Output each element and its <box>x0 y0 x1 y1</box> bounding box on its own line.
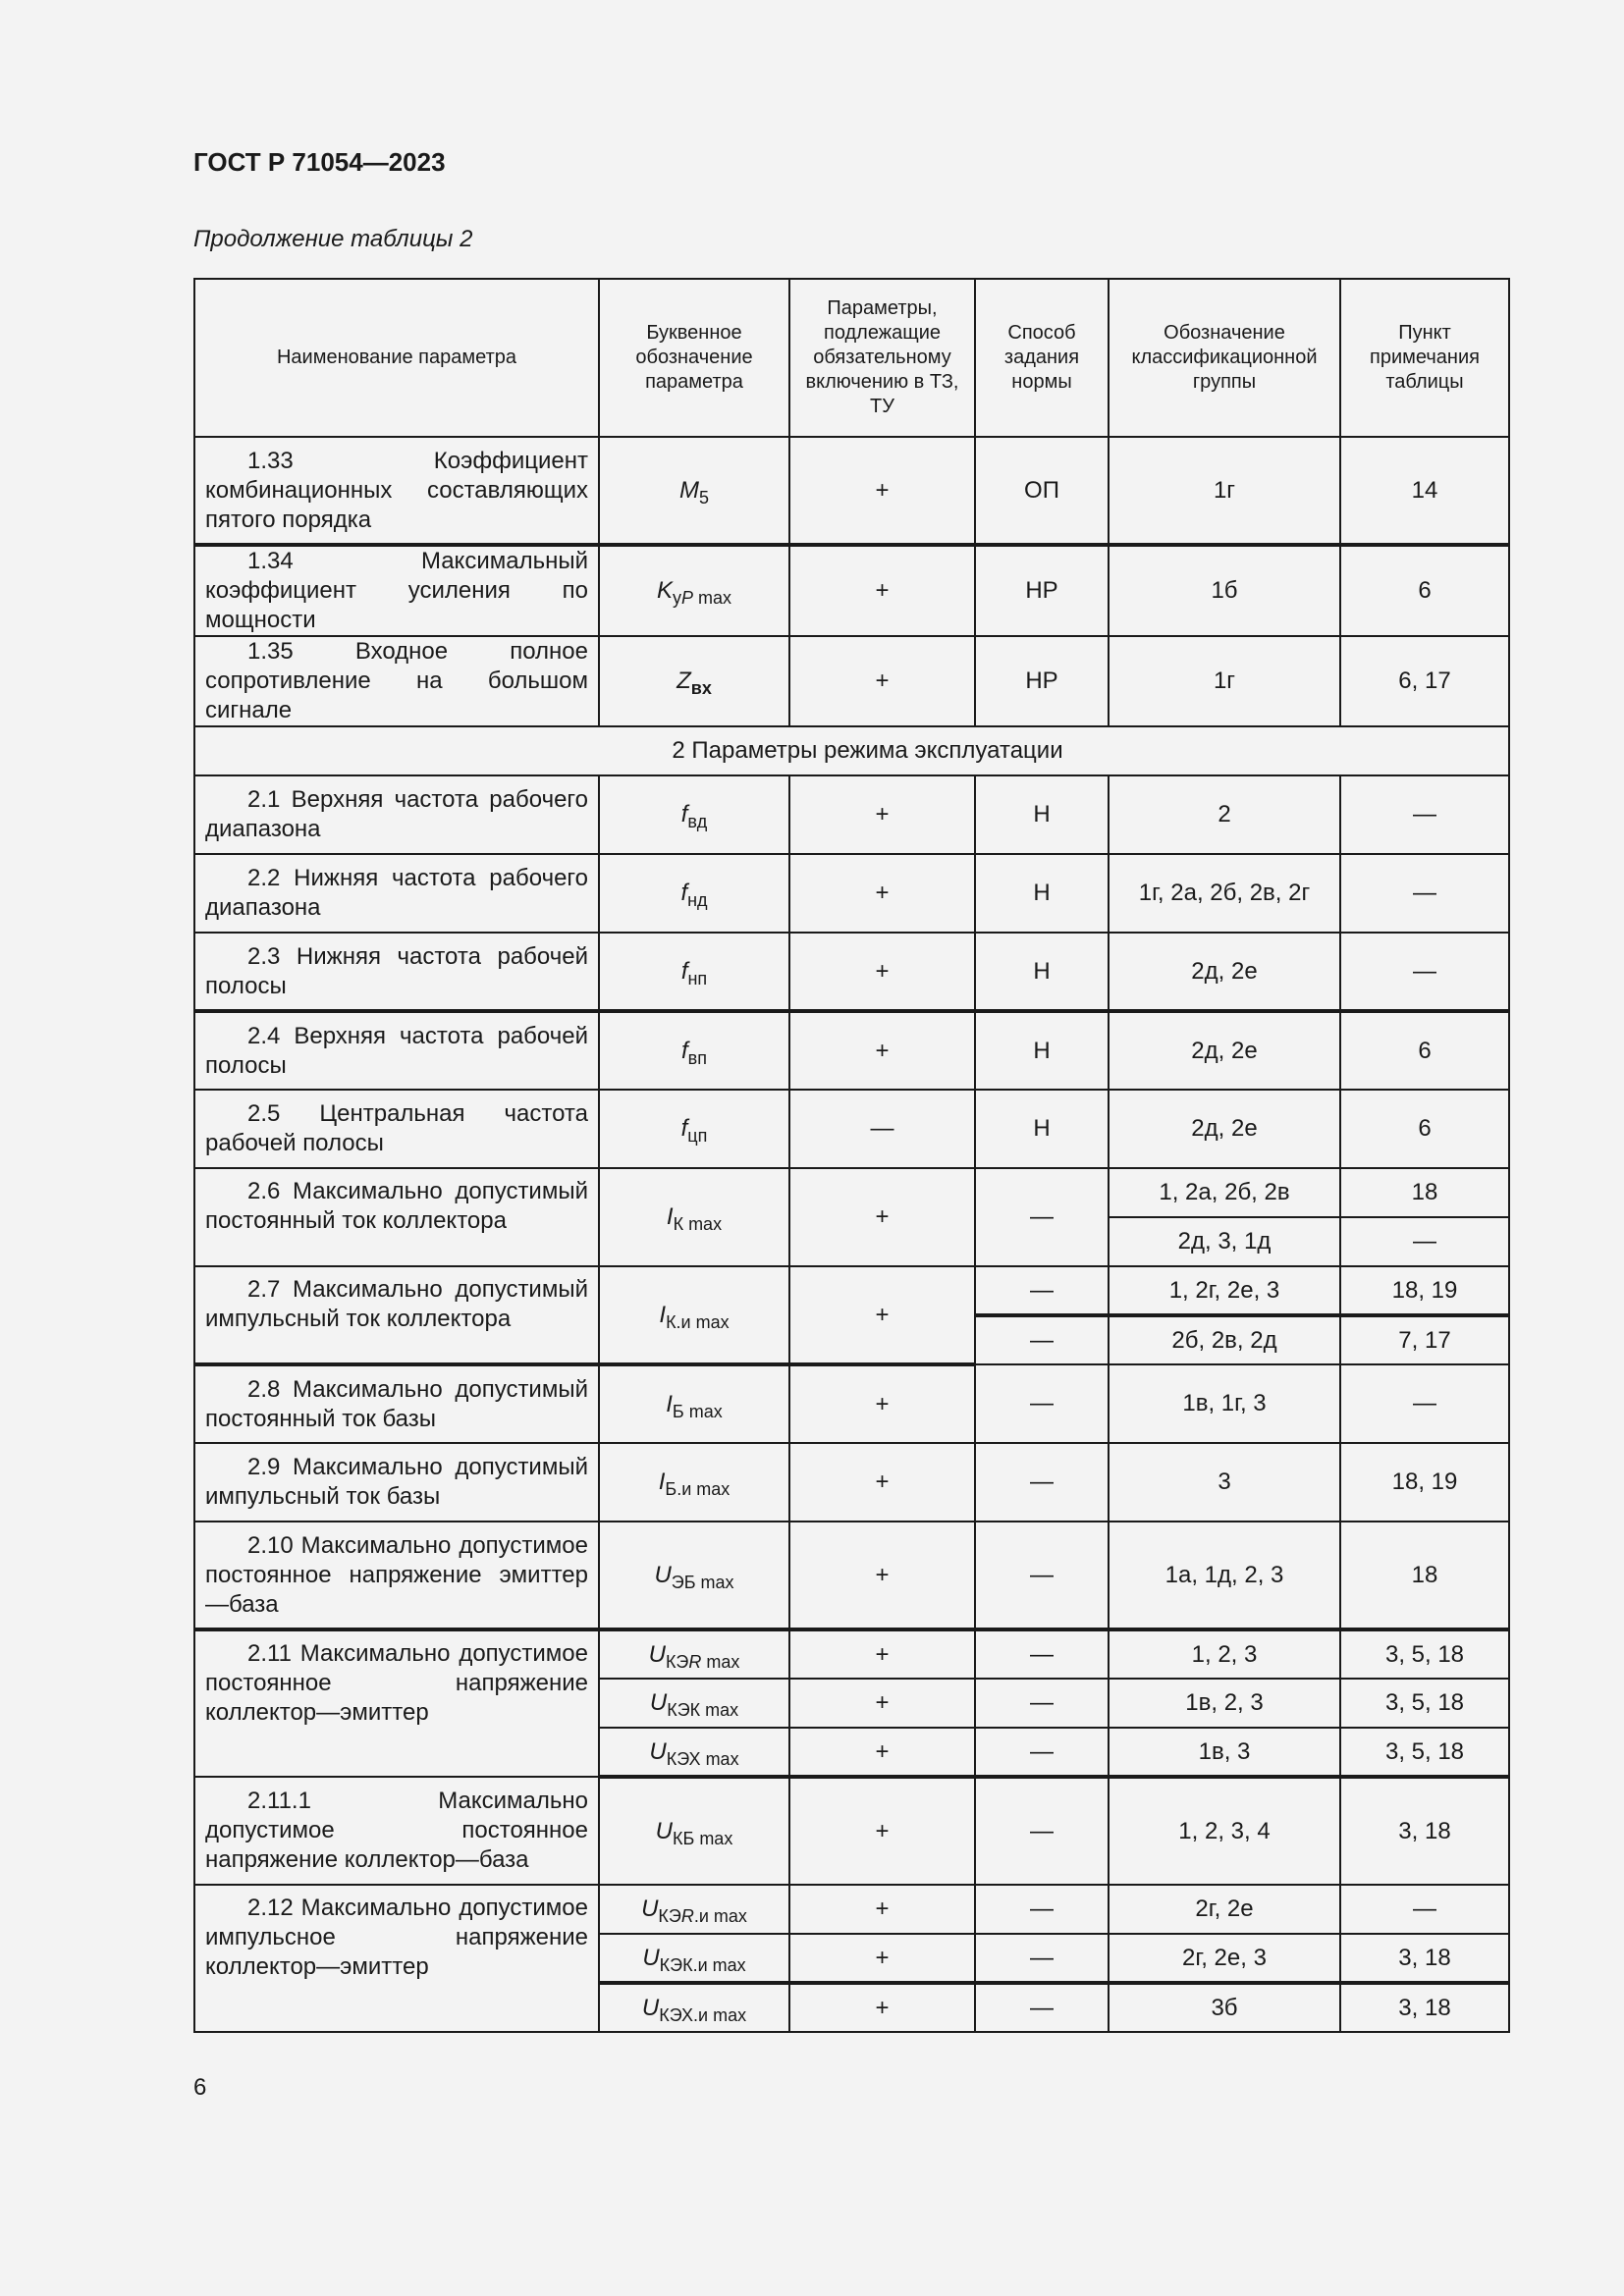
note-reference: — <box>1340 854 1509 933</box>
classification-group: 1, 2а, 2б, 2в <box>1109 1168 1340 1217</box>
inclusion-mark: + <box>789 545 975 636</box>
classification-group: 2д, 2е <box>1109 933 1340 1011</box>
norm-method: Н <box>975 854 1109 933</box>
note-reference: — <box>1340 1217 1509 1266</box>
section-row <box>194 726 1509 775</box>
parameter-name: 2.8 Максимально допустимый постоянный ток базы <box>194 1364 599 1443</box>
inclusion-mark: + <box>789 1679 975 1728</box>
norm-method: НР <box>975 636 1109 726</box>
parameter-symbol: $U_{КЭR max}$ <box>599 1629 789 1679</box>
column-header: Параметры, подлежащие обязательному включению в ТЗ, ТУ <box>789 279 975 437</box>
table-row <box>194 437 1509 545</box>
note-reference: 6 <box>1340 1090 1509 1168</box>
parameter-symbol: $K_{уP max}$ <box>599 545 789 636</box>
parameters-table <box>193 278 1510 2033</box>
classification-group: 2г, 2е <box>1109 1885 1340 1934</box>
parameter-symbol: $U_{ЭБ max}$ <box>599 1522 789 1629</box>
table-row <box>194 1443 1509 1522</box>
parameter-name: 2.11 Максимально допустимое постоянное напряжение коллектор—эмиттер <box>194 1629 599 1777</box>
note-reference: 3, 18 <box>1340 1777 1509 1885</box>
note-reference: — <box>1340 1364 1509 1443</box>
note-reference: 18 <box>1340 1168 1509 1217</box>
parameter-name: 2.9 Максимально допустимый импульсный ток базы <box>194 1443 599 1522</box>
note-reference: 3, 18 <box>1340 1983 1509 2032</box>
parameter-symbol: $U_{КЭХ max}$ <box>599 1728 789 1777</box>
norm-method: Н <box>975 1090 1109 1168</box>
norm-method: Н <box>975 933 1109 1011</box>
note-reference: 3, 5, 18 <box>1340 1629 1509 1679</box>
parameter-name: 2.12 Максимально допустимое импульсное напряжение коллектор—эмиттер <box>194 1885 599 2032</box>
table-header-row <box>194 279 1509 437</box>
norm-method: — <box>975 1315 1109 1364</box>
inclusion-mark: + <box>789 1728 975 1777</box>
inclusion-mark: + <box>789 1777 975 1885</box>
classification-group: 1г <box>1109 437 1340 545</box>
parameter-name: 2.1 Верхняя частота рабочего диапазона <box>194 775 599 854</box>
inclusion-mark: + <box>789 437 975 545</box>
parameter-name: 2.2 Нижняя частота рабочего диапазона <box>194 854 599 933</box>
note-reference: — <box>1340 775 1509 854</box>
classification-group: 3 <box>1109 1443 1340 1522</box>
classification-group: 2д, 3, 1д <box>1109 1217 1340 1266</box>
norm-method: — <box>975 1679 1109 1728</box>
section-title: 2 Параметры режима эксплуатации <box>194 726 1509 775</box>
table-row <box>194 1364 1509 1443</box>
norm-method: — <box>975 1885 1109 1934</box>
parameter-name: 2.11.1 Максимально допустимое постоянное напряжение коллектор—база <box>194 1777 599 1885</box>
norm-method: Н <box>975 1011 1109 1090</box>
page-number: 6 <box>193 2074 207 2101</box>
parameter-name: 2.10 Максимально допустимое постоянное напряжение эмиттер—база <box>194 1522 599 1629</box>
classification-group: 1г, 2а, 2б, 2в, 2г <box>1109 854 1340 933</box>
parameter-symbol: $f_{вд}$ <box>599 775 789 854</box>
inclusion-mark: + <box>789 1364 975 1443</box>
inclusion-mark: + <box>789 775 975 854</box>
classification-group: 1г <box>1109 636 1340 726</box>
note-reference: 6 <box>1340 545 1509 636</box>
note-reference: 18 <box>1340 1522 1509 1629</box>
parameter-symbol: $f_{цп}$ <box>599 1090 789 1168</box>
parameter-symbol: $f_{нп}$ <box>599 933 789 1011</box>
parameter-symbol: $f_{вп}$ <box>599 1011 789 1090</box>
parameter-symbol: $f_{нд}$ <box>599 854 789 933</box>
note-reference: 6, 17 <box>1340 636 1509 726</box>
norm-method: — <box>975 1629 1109 1679</box>
column-header: Наименование параметра <box>194 279 599 437</box>
norm-method: — <box>975 1728 1109 1777</box>
norm-method: — <box>975 1364 1109 1443</box>
norm-method: НР <box>975 545 1109 636</box>
note-reference: 14 <box>1340 437 1509 545</box>
table-row <box>194 1885 1509 1934</box>
norm-method: — <box>975 1266 1109 1315</box>
column-header: Буквенное обозначение параметра <box>599 279 789 437</box>
norm-method: — <box>975 1777 1109 1885</box>
inclusion-mark: + <box>789 854 975 933</box>
table-row <box>194 1266 1509 1315</box>
classification-group: 2д, 2е <box>1109 1090 1340 1168</box>
norm-method: Н <box>975 775 1109 854</box>
table-row <box>194 636 1509 726</box>
parameter-symbol: $I_{К max}$ <box>599 1168 789 1266</box>
table-row <box>194 933 1509 1011</box>
note-reference: 18, 19 <box>1340 1266 1509 1315</box>
document-code: ГОСТ Р 71054—2023 <box>193 147 446 177</box>
classification-group: 1, 2, 3 <box>1109 1629 1340 1679</box>
classification-group: 1в, 2, 3 <box>1109 1679 1340 1728</box>
parameter-name: 2.5 Центральная частота рабочей полосы <box>194 1090 599 1168</box>
classification-group: 1, 2г, 2е, 3 <box>1109 1266 1340 1315</box>
note-reference: 3, 5, 18 <box>1340 1679 1509 1728</box>
inclusion-mark: + <box>789 1983 975 2032</box>
classification-group: 1а, 1д, 2, 3 <box>1109 1522 1340 1629</box>
table-row <box>194 1777 1509 1885</box>
table-row <box>194 1522 1509 1629</box>
table-row <box>194 545 1509 636</box>
inclusion-mark: + <box>789 1629 975 1679</box>
parameter-symbol: $I_{Б.и max}$ <box>599 1443 789 1522</box>
classification-group: 2б, 2в, 2д <box>1109 1315 1340 1364</box>
column-header: Пункт примечания таблицы <box>1340 279 1509 437</box>
norm-method: — <box>975 1934 1109 1983</box>
parameter-name: 2.3 Нижняя частота рабочей полосы <box>194 933 599 1011</box>
table-row <box>194 1629 1509 1679</box>
table-continuation-caption: Продолжение таблицы 2 <box>193 226 473 252</box>
inclusion-mark: + <box>789 1522 975 1629</box>
classification-group: 2г, 2е, 3 <box>1109 1934 1340 1983</box>
table-row <box>194 775 1509 854</box>
note-reference: 7, 17 <box>1340 1315 1509 1364</box>
table-row <box>194 1090 1509 1168</box>
classification-group: 1в, 1г, 3 <box>1109 1364 1340 1443</box>
column-header: Обозначение классификационной группы <box>1109 279 1340 437</box>
parameter-symbol: $U_{КБ max}$ <box>599 1777 789 1885</box>
parameter-name: 2.4 Верхняя частота рабочей полосы <box>194 1011 599 1090</box>
inclusion-mark: — <box>789 1090 975 1168</box>
parameter-name: 2.6 Максимально допустимый постоянный ток коллектора <box>194 1168 599 1266</box>
inclusion-mark: + <box>789 1885 975 1934</box>
column-header: Способ задания нормы <box>975 279 1109 437</box>
norm-method: — <box>975 1983 1109 2032</box>
parameter-symbol: $U_{КЭХ.и max}$ <box>599 1983 789 2032</box>
parameter-symbol: $I_{К.и max}$ <box>599 1266 789 1364</box>
parameter-symbol: $Z_{вх}$ <box>599 636 789 726</box>
inclusion-mark: + <box>789 1443 975 1522</box>
norm-method: ОП <box>975 437 1109 545</box>
classification-group: 3б <box>1109 1983 1340 2032</box>
parameter-symbol: $M_5$ <box>599 437 789 545</box>
norm-method: — <box>975 1168 1109 1266</box>
inclusion-mark: + <box>789 1168 975 1266</box>
table-row <box>194 854 1509 933</box>
classification-group: 1в, 3 <box>1109 1728 1340 1777</box>
note-reference: — <box>1340 1885 1509 1934</box>
parameter-symbol: $U_{КЭК.и max}$ <box>599 1934 789 1983</box>
inclusion-mark: + <box>789 1266 975 1364</box>
inclusion-mark: + <box>789 1011 975 1090</box>
parameter-symbol: $U_{КЭК max}$ <box>599 1679 789 1728</box>
classification-group: 1б <box>1109 545 1340 636</box>
note-reference: 3, 18 <box>1340 1934 1509 1983</box>
note-reference: 3, 5, 18 <box>1340 1728 1509 1777</box>
inclusion-mark: + <box>789 1934 975 1983</box>
note-reference: — <box>1340 933 1509 1011</box>
inclusion-mark: + <box>789 636 975 726</box>
parameter-name: 1.35 Входное полное сопротивление на большом сигнале <box>194 636 599 726</box>
table-row <box>194 1168 1509 1217</box>
classification-group: 2 <box>1109 775 1340 854</box>
parameter-symbol: $I_{Б max}$ <box>599 1364 789 1443</box>
norm-method: — <box>975 1443 1109 1522</box>
note-reference: 6 <box>1340 1011 1509 1090</box>
parameter-name: 2.7 Максимально допустимый импульсный ток коллектора <box>194 1266 599 1364</box>
table-row <box>194 1011 1509 1090</box>
norm-method: — <box>975 1522 1109 1629</box>
classification-group: 2д, 2е <box>1109 1011 1340 1090</box>
parameter-name: 1.34 Максимальный коэффициент усиления по мощности <box>194 545 599 636</box>
note-reference: 18, 19 <box>1340 1443 1509 1522</box>
parameter-name: 1.33 Коэффициент комбинационных составляющих пятого порядка <box>194 437 599 545</box>
inclusion-mark: + <box>789 933 975 1011</box>
parameter-symbol: $U_{КЭR.и max}$ <box>599 1885 789 1934</box>
classification-group: 1, 2, 3, 4 <box>1109 1777 1340 1885</box>
